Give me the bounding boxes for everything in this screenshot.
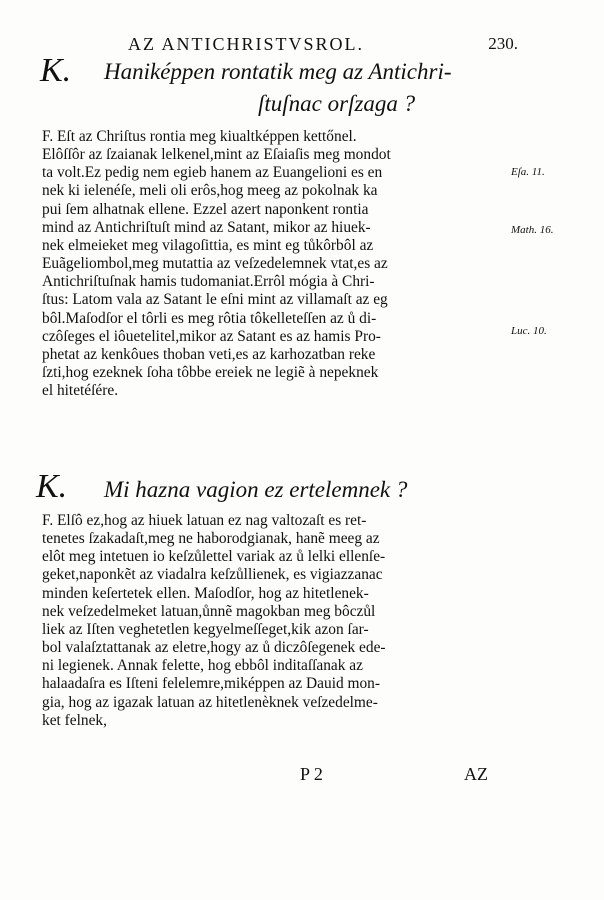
- text-line: Elôſſôr az ſzaianak lelkenel,mint az Eſaiaſis meg mondot: [42, 146, 391, 164]
- text-line: liek az Iſten veghetetlen kegyelmeſſeget,kik azon ſar-: [42, 620, 369, 638]
- answer-paragraph: [42, 512, 506, 730]
- text-line: nek veſzedelmeket latuan,ůnnẽ magokban meg bôczůl: [42, 602, 376, 620]
- catchword: AZ: [464, 764, 488, 784]
- text-line: bol valaſztattanak az eletre,hogy az ů diczôſegenek ede-: [42, 639, 386, 657]
- text-line: bôl.Maſodſor el tôrli es meg rôtia tôkelleteſſen az ů di-: [42, 309, 377, 327]
- question-heading-line-2: ſtuſnac orſzaga ?: [258, 91, 416, 116]
- text-line: pui ſem alhatnak ellene. Ezzel azert naponkent rontia: [42, 200, 369, 218]
- answer-marker: F.: [42, 512, 58, 529]
- answer-text: Eſt az Chriſtus rontia meg kiualtképpen kettőnel.: [57, 128, 357, 145]
- text-line: czôſeges el iôuetelitel,mikor az Satant es az hamis Pro-: [42, 327, 381, 345]
- text-line: elôt meg intetuen io keſzůlettel variak az ů lelki ellenſe-: [42, 548, 386, 566]
- text-line: halaadaſra es Iſteni felelemre,miképpen az Dauid mon-: [42, 675, 381, 693]
- text-line: gia, hog az igazak latuan az hitetlenèknek veſzedelme-: [42, 693, 378, 711]
- text-line: mind az Antichriſtuſt mind az Satant, mikor az hiuek-: [42, 218, 371, 236]
- answer-paragraph: [42, 128, 506, 400]
- marginal-note: Eſa. 11.: [511, 166, 545, 178]
- text-line: nek ki ielenéſe, meli oli erôs,hog meeg az pokolnak ka: [42, 182, 378, 200]
- text-line: [42, 512, 506, 530]
- marginal-note: Luc. 10.: [511, 325, 547, 337]
- text-line: minden keſertetek ellen. Maſodſor, hog az hitetlenek-: [42, 584, 369, 602]
- question-heading: Mi hazna vagion ez ertelemnek ?: [104, 477, 408, 502]
- text-line: ſzti,hog ezeknek ſoha tôbbe ereiek ne legiẽ à nepeknek: [42, 364, 379, 382]
- text-line: el hitetéſére.: [42, 382, 119, 400]
- question-heading-line-1: Haniképpen rontatik meg az Antichri-: [104, 59, 452, 84]
- text-line: ta volt.Ez pedig nem egieb hanem az Euangelioni es en: [42, 164, 383, 182]
- question-marker: K.: [40, 52, 72, 89]
- text-line: Antichriſtuſnak hamis tudomaniat.Errôl mógia à Chri-: [42, 273, 375, 291]
- text-line: [42, 128, 506, 146]
- answer-text: Elſô ez,hog az hiuek latuan ez nag valtozaſt es ret-: [57, 512, 367, 529]
- text-line: ſtus: Latom vala az Satant le eſni mint az villamaſt az eg: [42, 291, 388, 309]
- question-marker: K.: [36, 468, 68, 505]
- text-line: tenetes ſzakadaſt,meg ne haborodgianak, hanẽ meeg az: [42, 530, 380, 548]
- signature-mark: P 2: [300, 764, 323, 784]
- marginal-note: Math. 16.: [511, 224, 554, 236]
- text-line: ni legienek. Annak felette, hog ebbôl inditaſſanak az: [42, 657, 363, 675]
- text-line: ket felnek,: [42, 711, 107, 729]
- text-line: Euãgeliombol,meg mutattia az veſzedelemnek vtat,es az: [42, 255, 388, 273]
- running-title: AZ ANTICHRISTVSROL.: [128, 34, 365, 54]
- running-header: [128, 34, 518, 55]
- answer-marker: F.: [42, 128, 58, 145]
- text-line: geket,naponkẽt az viadalra keſzůllienek, es vigiazzanac: [42, 566, 383, 584]
- text-line: phetat az kenkôues thoban veti,es az karhozatban reke: [42, 345, 376, 363]
- page-number: 230.: [488, 34, 518, 53]
- text-line: nek elmeieket meg vilagoſittia, es mint eg tůkôrbôl az: [42, 236, 374, 254]
